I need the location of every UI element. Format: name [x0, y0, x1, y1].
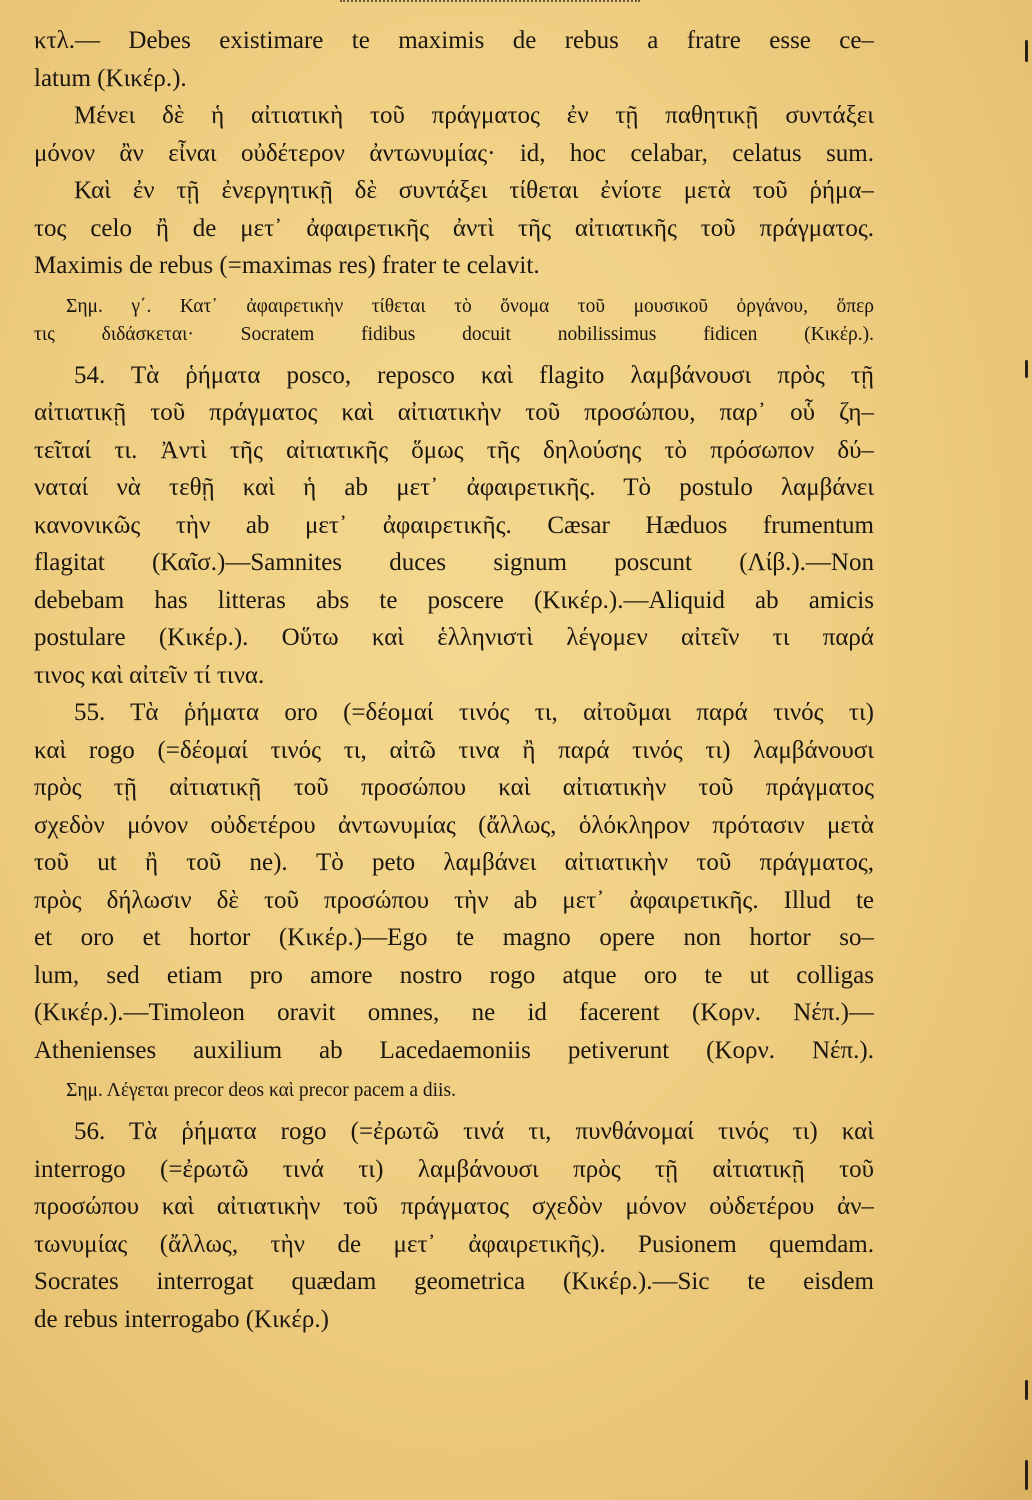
edge-mark [1025, 360, 1028, 378]
text-line: κανονικῶς τὴν ab μετ᾽ ἀφαιρετικῆς. Cæsar Hæduos frumentum [34, 511, 874, 539]
note-line: Σημ. γ΄. Κατ᾽ ἀφαιρετικὴν τίθεται τὸ ὄνομα τοῦ μουσικοῦ ὀργάνου, ὅπερ [66, 295, 874, 317]
text-line: de rebus interrogabo (Κικέρ.) [34, 1305, 329, 1333]
top-dotted-rule [340, 0, 640, 2]
edge-mark [1025, 1380, 1028, 1400]
edge-mark [1025, 1460, 1028, 1490]
text-line: postulare (Κικέρ.). Οὕτω καὶ ἑλληνιστὶ λέγομεν αἰτεῖν τι παρά [34, 624, 874, 651]
text-line: Socrates interrogat quædam geometrica (Κικέρ.).—Sic te eisdem [34, 1268, 874, 1295]
text-line: ναταί νὰ τεθῇ καὶ ἡ ab μετ᾽ ἀφαιρετικῆς. Τὸ postulo λαμβάνει [34, 474, 874, 501]
text-line: Maximis de rebus (=maximas res) frater te celavit. [34, 252, 540, 279]
text-line: τωνυμίας (ἄλλως, τὴν de μετ᾽ ἀφαιρετικῆς). Pusionem quemdam. [34, 1230, 874, 1258]
text-line: προσώπου καὶ αἰτιατικὴν τοῦ πράγματος σχεδὸν μόνον οὐδετέρου ἀν– [34, 1193, 874, 1220]
text-line: πρὸς δήλωσιν δὲ τοῦ προσώπου τὴν ab μετ᾽ ἀφαιρετικῆς. Illud te [34, 886, 874, 914]
text-line: αἰτιατικῇ τοῦ πράγματος καὶ αἰτιατικὴν τοῦ προσώπου, παρ᾽ οὗ ζη– [34, 399, 874, 426]
text-line: flagitat (Καῖσ.)—Samnites duces signum poscunt (Λίβ.).—Non [34, 549, 874, 576]
text-line: 55. Τὰ ῥήματα oro (=δέομαί τινός τι, αἰτοῦμαι παρά τινός τι) [74, 699, 874, 726]
text-line: τοῦ ut ἢ τοῦ ne). Τὸ peto λαμβάνει αἰτιατικὴν τοῦ πράγματος, [34, 849, 874, 876]
text-line: latum (Κικέρ.). [34, 64, 187, 92]
text-line: et oro et hortor (Κικέρ.)—Ego te magno opere non hortor so– [34, 924, 874, 951]
text-line: κτλ.— Debes existimare te maximis de rebus a fratre esse ce– [34, 27, 874, 54]
text-line: interrogo (=ἐρωτῶ τινά τι) λαμβάνουσι πρὸς τῇ αἰτιατικῇ τοῦ [34, 1155, 874, 1183]
text-line: τεῖταί τι. Ἀντὶ τῆς αἰτιατικῆς ὅμως τῆς δηλούσης τὸ πρόσωπον δύ– [34, 436, 874, 464]
note-line: Σημ. Λέγεται precor deos καὶ precor pacem a diis. [66, 1080, 456, 1101]
text-line: Μένει δὲ ἡ αἰτιατικὴ τοῦ πράγματος ἐν τῇ παθητικῇ συντάξει [74, 102, 874, 129]
text-line: lum, sed etiam pro amore nostro rogo atque oro te ut colligas [34, 961, 874, 989]
text-line: Athenienses auxilium ab Lacedaemoniis petiverunt (Κορν. Νέπ.). [34, 1036, 874, 1064]
text-line: Καὶ ἐν τῇ ἐνεργητικῇ δὲ συντάξει τίθεται ἐνίοτε μετὰ τοῦ ῥήμα– [74, 177, 874, 204]
text-line: τος celo ἢ de μετ᾽ ἀφαιρετικῆς ἀντὶ τῆς αἰτιατικῆς τοῦ πράγματος. [34, 214, 874, 242]
text-line: 56. Τὰ ῥήματα rogo (=ἐρωτῶ τινά τι, πυνθάνομαί τινός τι) καὶ [74, 1118, 874, 1145]
text-line: καὶ rogo (=δέομαί τινός τι, αἰτῶ τινα ἢ παρά τινός τι) λαμβάνουσι [34, 736, 874, 764]
text-line: σχεδὸν μόνον οὐδετέρου ἀντωνυμίας (ἄλλως, ὁλόκληρον πρότασιν μετὰ [34, 811, 874, 839]
text-line: debebam has litteras abs te poscere (Κικέρ.).—Aliquid ab amicis [34, 586, 874, 614]
text-line: 54. Τὰ ῥήματα posco, reposco καὶ flagito λαμβάνουσι πρὸς τῇ [74, 361, 874, 389]
note-line: τις διδάσκεται· Socratem fidibus docuit nobilissimus fidicen (Κικέρ.). [34, 323, 874, 345]
text-line: πρὸς τῇ αἰτιατικῇ τοῦ προσώπου καὶ αἰτιατικὴν τοῦ πράγματος [34, 774, 874, 801]
text-line: μόνον ἂν εἶναι οὐδέτερον ἀντωνυμίας· id, hoc celabar, celatus sum. [34, 139, 874, 167]
text-body [34, 22, 874, 1338]
text-line: (Κικέρ.).—Timoleon oravit omnes, ne id facerent (Κορν. Νέπ.)— [34, 999, 874, 1026]
edge-mark [1025, 40, 1028, 62]
text-line: τινος καὶ αἰτεῖν τί τινα. [34, 661, 265, 689]
